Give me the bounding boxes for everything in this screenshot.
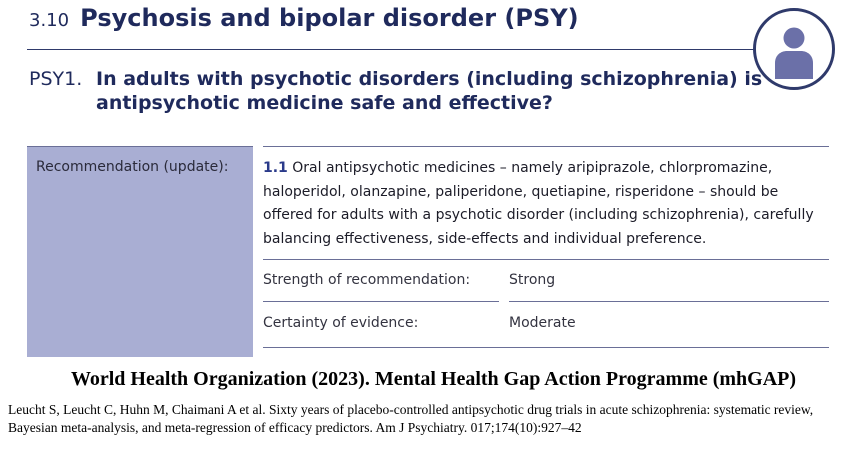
person-icon bbox=[756, 11, 832, 87]
section-title: Psychosis and bipolar disorder (PSY) bbox=[80, 4, 579, 32]
strength-label: Strength of recommendation: bbox=[263, 272, 471, 288]
heading-divider bbox=[27, 49, 762, 50]
section-number: 3.10 bbox=[29, 10, 70, 31]
person-icon-body bbox=[775, 51, 813, 79]
strength-value: Strong bbox=[509, 272, 556, 288]
citation-title: World Health Organization (2023). Mental Health Gap Action Programme (mhGAP) bbox=[70, 368, 797, 390]
certainty-rule bbox=[263, 347, 829, 348]
question-code: PSY1. bbox=[29, 68, 83, 90]
recommendation-label-panel bbox=[27, 146, 253, 357]
recommendation-number: 1.1 bbox=[263, 160, 288, 176]
recommendation-bottom-rule bbox=[263, 259, 829, 260]
certainty-label: Certainty of evidence: bbox=[263, 315, 419, 331]
recommendation-body bbox=[263, 157, 823, 251]
certainty-value: Moderate bbox=[509, 315, 576, 331]
question-text: In adults with psychotic disorders (including schizophrenia) is antipsychotic medicine safe and effective? bbox=[96, 68, 763, 114]
strength-rule-right bbox=[509, 301, 829, 302]
recommendation-top-rule bbox=[263, 146, 829, 147]
citation-reference: Leucht S, Leucht C, Huhn M, Chaimani A et al. Sixty years of placebo-controlled antipsychotic drug trials in acute schizophrenia: systematic review, Bayesian meta-analysis, and meta-regression of efficacy predictors. Am J Psychiatry. 017;174(10):927–42 bbox=[8, 402, 814, 435]
recommendation-label: Recommendation (update): bbox=[36, 159, 229, 175]
recommendation-text: Oral antipsychotic medicines – namely aripiprazole, chlorpromazine, haloperidol, olanzapine, paliperidone, quetiapine, risperidone – should be offered for adults with a psychotic disorder (including schizophrenia), carefully balancing effectiveness, side-effects and individual preference. bbox=[263, 160, 814, 247]
section-heading bbox=[29, 4, 579, 32]
strength-rule-left bbox=[263, 301, 499, 302]
person-icon-head bbox=[784, 28, 805, 49]
